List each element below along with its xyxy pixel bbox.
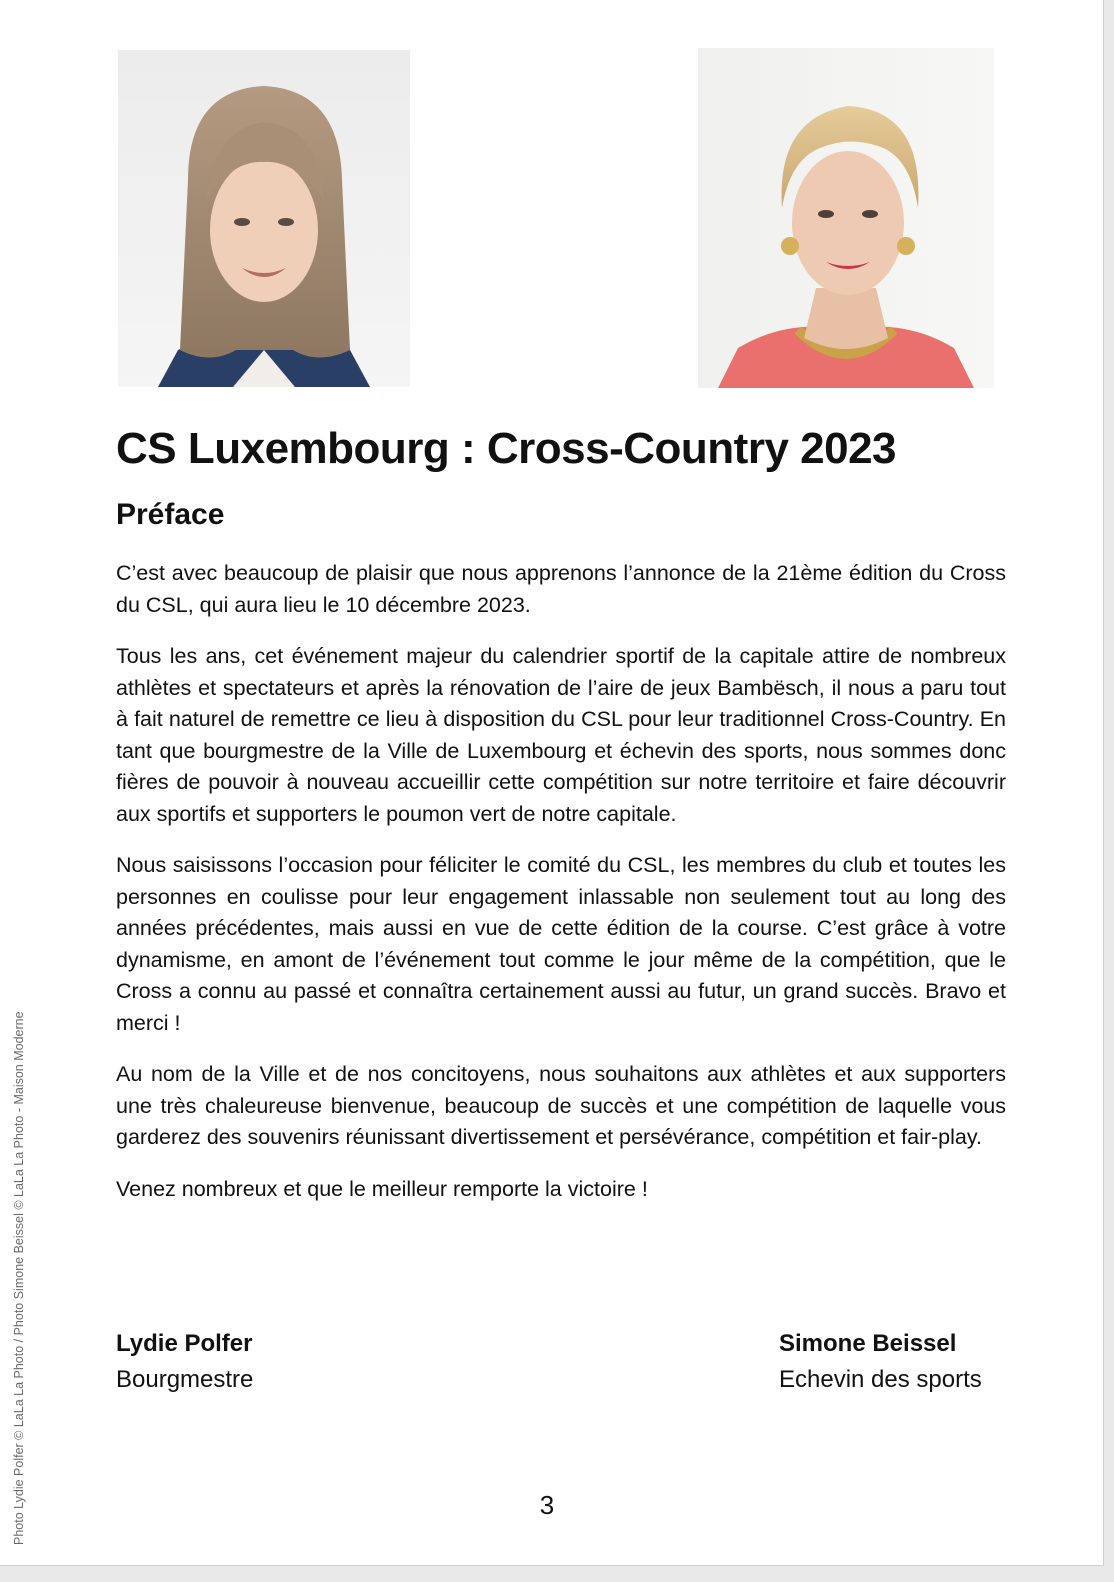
preface-body — [116, 558, 1006, 1225]
page-number: 3 — [539, 1490, 555, 1520]
paragraph: Au nom de la Ville et de nos concitoyens, nous souhaitons aux athlètes et aux supporters une très chaleureuse bienvenue, beaucoup de succès et une compétition de laquelle vous garderez des souvenirs réunissant divertissement et persévérance, compétition et fair-play. — [116, 1062, 1006, 1149]
signatory-role: Bourgmestre — [116, 1366, 254, 1393]
portrait-illustration — [118, 50, 410, 387]
photo-credit: Photo Lydie Polfer © LaLa La Photo / Photo Simone Beissel © LaLa La Photo - Maison Moderne — [12, 1011, 26, 1545]
signatory-name: Simone Beissel — [779, 1330, 957, 1357]
signature-block-left — [116, 1326, 253, 1398]
paragraph: Tous les ans, cet événement majeur du calendrier sportif de la capitale attire de nombreux athlètes et spectateurs et après la rénovation de l’aire de jeux Bambësch, il nous a paru tout à fait naturel de remettre ce lieu à disposition du CSL pour leur traditionnel Cross-Country. En tant que bourgmestre de la Ville de Luxembourg et échevin des sports, nous sommes donc fières de pouvoir à nouveau accueillir cette compétition sur notre territoire et faire découvrir aux sportifs et supporters le poumon vert de notre capitale. — [116, 644, 1006, 826]
section-heading: Préface — [116, 498, 225, 531]
paragraph: Nous saisissons l’occasion pour féliciter le comité du CSL, les membres du club et toutes les personnes en coulisse pour leur engagement inlassable non seulement tout au long des années précédentes, mais aussi en vue de cette édition de la course. C’est grâce à votre dynamisme, en amont de l’événement tout comme le jour même de la compétition, que le Cross a connu au passé et connaîtra certainement aussi au futur, un grand succès. Bravo et merci ! — [116, 853, 1006, 1035]
document-title: CS Luxembourg : Cross-Country 2023 — [116, 424, 897, 473]
portrait-photo-lydie-polfer — [118, 50, 410, 387]
portrait-illustration — [698, 48, 994, 388]
signature-block-right — [779, 1326, 982, 1398]
paragraph: C’est avec beaucoup de plaisir que nous apprenons l’annonce de la 21ème édition du Cross du CSL, qui aura lieu le 10 décembre 2023. — [116, 561, 1006, 617]
portrait-photo-simone-beissel — [698, 48, 994, 388]
signatory-name: Lydie Polfer — [116, 1330, 253, 1357]
paragraph: Venez nombreux et que le meilleur remporte la victoire ! — [116, 1176, 648, 1201]
signatory-role: Echevin des sports — [779, 1366, 982, 1393]
